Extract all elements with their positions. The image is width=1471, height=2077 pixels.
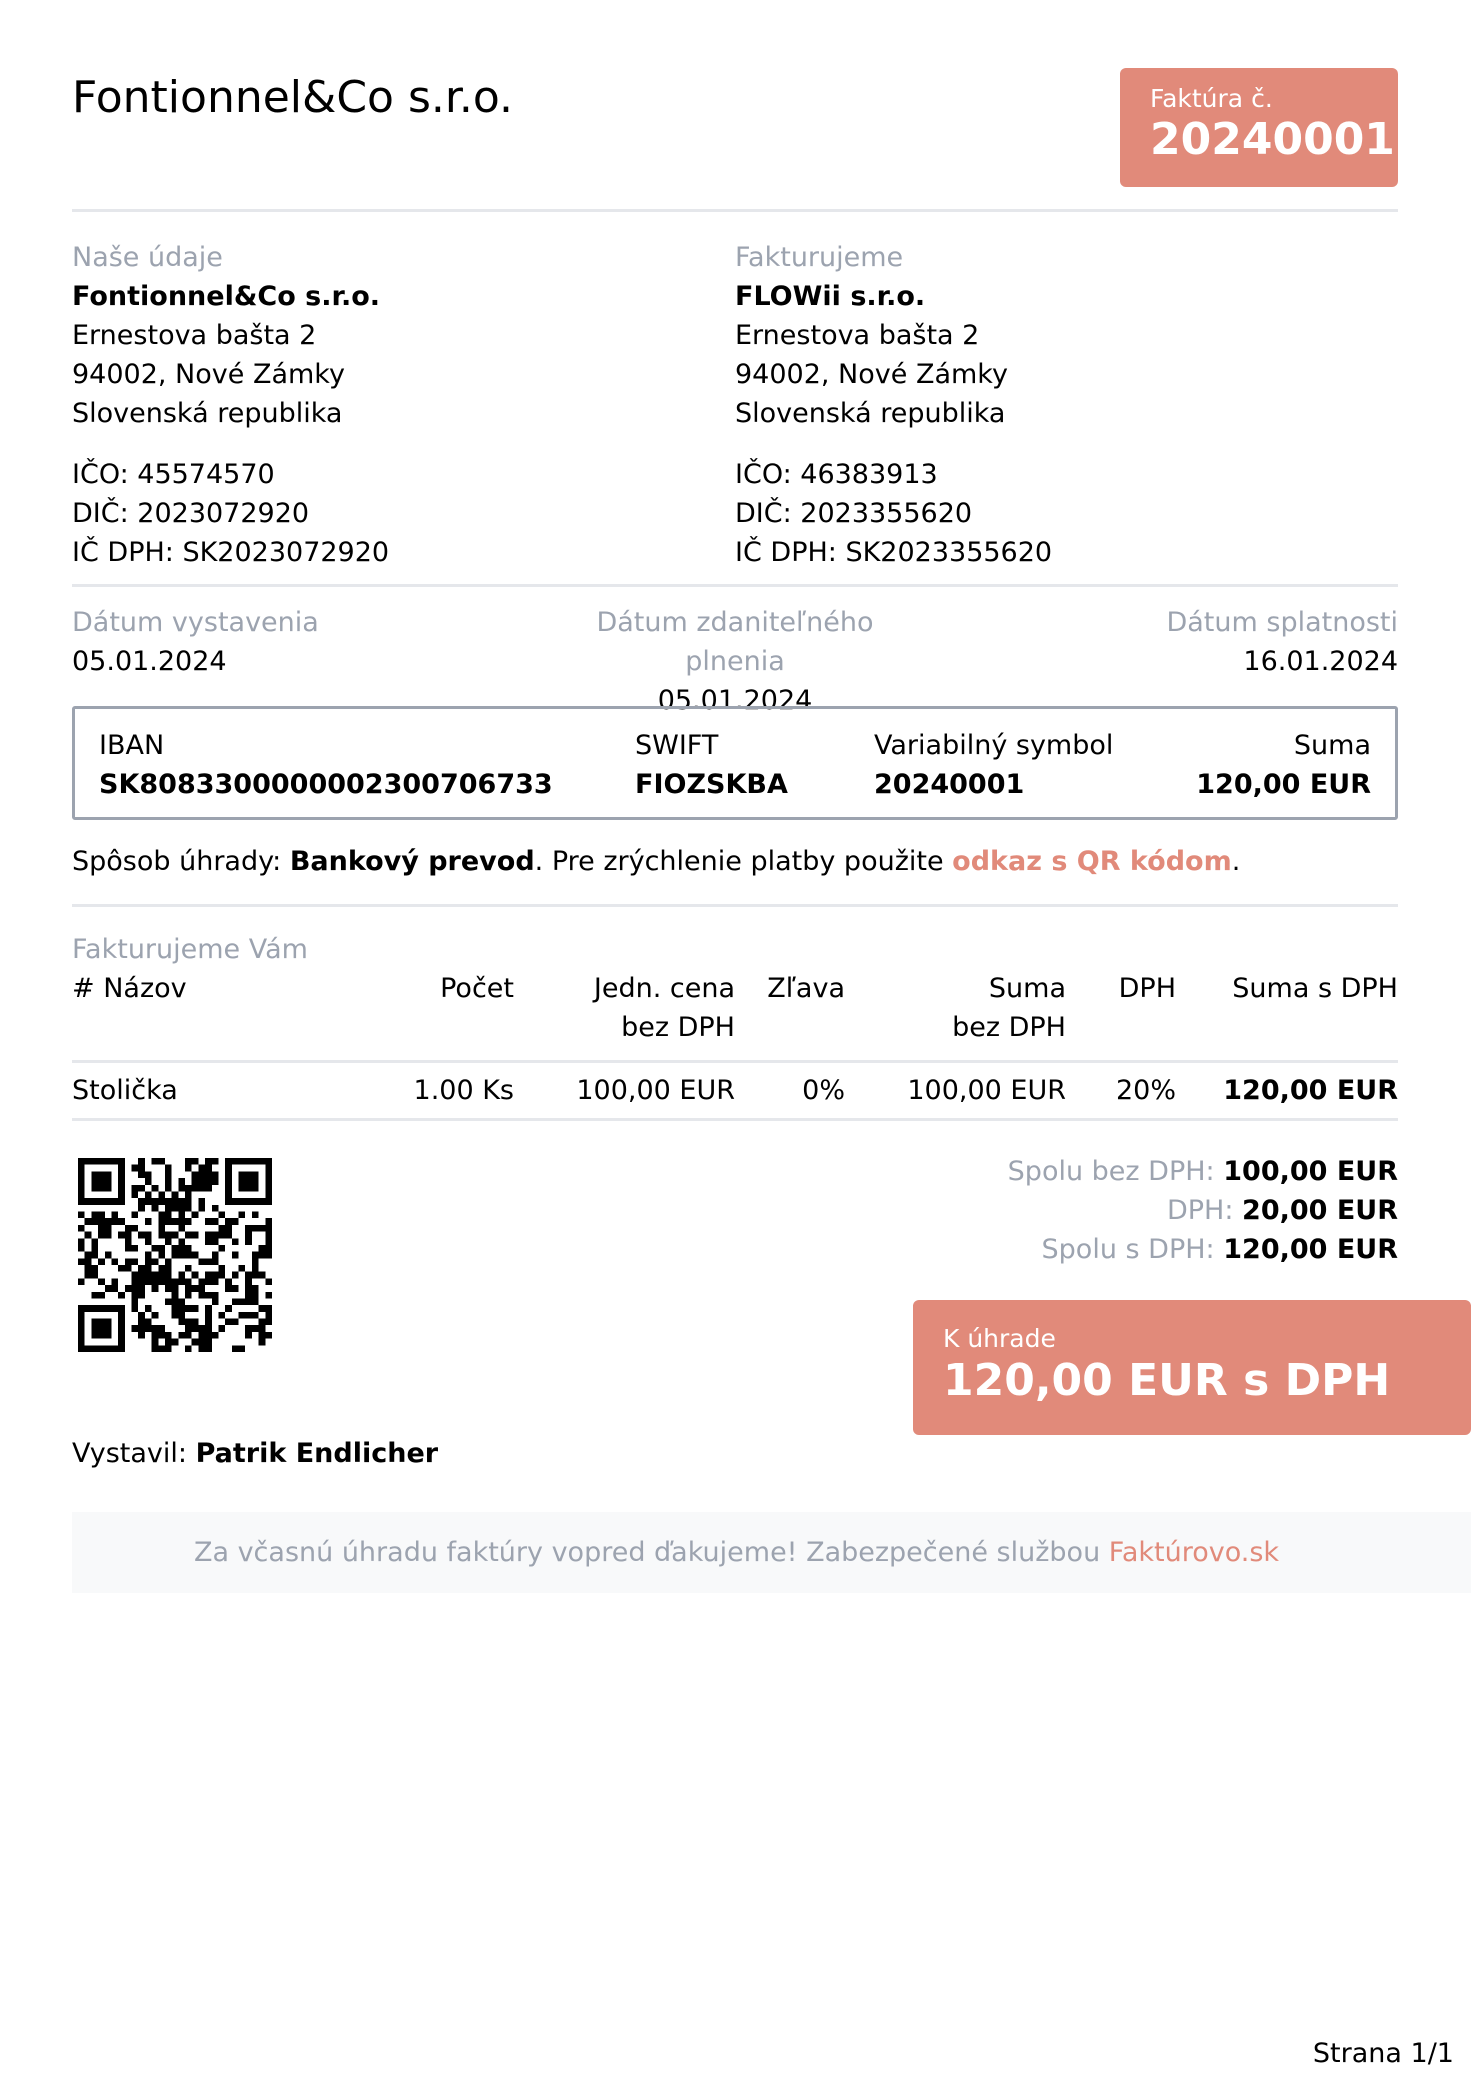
payment-method-prefix: Spôsob úhrady:	[72, 846, 290, 877]
totals	[1008, 1152, 1398, 1269]
item-sum-vat: 120,00 EUR	[1223, 1075, 1398, 1106]
invoice-number-badge	[1120, 68, 1398, 187]
item-qty: 1.00 Ks	[413, 1075, 514, 1106]
total-gross-value: 120,00 EUR	[1223, 1234, 1398, 1265]
item-sum: 100,00 EUR	[907, 1075, 1066, 1106]
payment-method-middle: . Pre zrýchlenie platby použite	[534, 846, 953, 877]
column-header-sum-line2: bez DPH	[952, 1012, 1066, 1043]
item-discount: 0%	[802, 1075, 845, 1106]
seller-details	[72, 238, 389, 572]
issue-date	[72, 603, 319, 681]
iban-label: IBAN	[99, 730, 165, 761]
seller-dic: DIČ: 2023072920	[72, 498, 310, 529]
column-header-sum-line1: Suma	[988, 973, 1066, 1004]
column-header-unit-price-line2: bez DPH	[621, 1012, 735, 1043]
buyer-details	[735, 238, 1052, 572]
issue-date-label: Dátum vystavenia	[72, 607, 319, 638]
invoice-number: 20240001	[1150, 114, 1395, 165]
divider	[72, 584, 1398, 587]
issued-by-name: Patrik Endlicher	[195, 1438, 439, 1469]
invoice-number-label: Faktúra č.	[1150, 84, 1273, 113]
column-header-unit-price-line1: Jedn. cena	[593, 973, 735, 1004]
qr-code-icon[interactable]	[78, 1158, 272, 1352]
column-header-discount: Zľava	[767, 973, 845, 1004]
iban-value: SK8083300000002300706733	[99, 769, 553, 800]
divider	[72, 1118, 1398, 1121]
seller-ico: IČO: 45574570	[72, 459, 275, 490]
column-header-qty: Počet	[440, 973, 514, 1004]
buyer-country: Slovenská republika	[735, 398, 1006, 429]
buyer-name: FLOWii s.r.o.	[735, 281, 926, 312]
item-name: Stolička	[72, 1075, 178, 1106]
column-header-unit-price	[594, 969, 735, 1047]
buyer-street: Ernestova bašta 2	[735, 320, 980, 351]
supply-date	[545, 603, 925, 720]
amount-due-box	[913, 1300, 1471, 1435]
payment-sum	[1196, 726, 1371, 804]
item-vat: 20%	[1115, 1075, 1176, 1106]
supply-date-label: Dátum zdaniteľného plnenia	[596, 607, 874, 677]
total-net-label: Spolu bez DPH:	[1007, 1156, 1215, 1187]
seller-city: 94002, Nové Zámky	[72, 359, 345, 390]
company-name: Fontionnel&Co s.r.o.	[72, 72, 514, 123]
seller-ic-dph: IČ DPH: SK2023072920	[72, 537, 390, 568]
due-date-label: Dátum splatnosti	[1166, 607, 1398, 638]
payment-method-value: Bankový prevod	[289, 846, 535, 877]
amount-due-value: 120,00 EUR s DPH	[943, 1355, 1391, 1406]
divider	[72, 904, 1398, 907]
footer-link[interactable]: Faktúrovo.sk	[1108, 1537, 1280, 1568]
supply-date-value: 05.01.2024	[657, 685, 813, 716]
total-net-row	[1008, 1152, 1398, 1191]
items-caption: Fakturujeme Vám	[72, 934, 308, 965]
due-date	[1068, 603, 1398, 681]
buyer-caption: Fakturujeme	[735, 242, 904, 273]
buyer-ico: IČO: 46383913	[735, 459, 938, 490]
payment-sum-value: 120,00 EUR	[1196, 769, 1371, 800]
footer	[72, 1512, 1471, 1593]
divider	[72, 209, 1398, 212]
total-gross-label: Spolu s DPH:	[1041, 1234, 1215, 1265]
footer-text: Za včasnú úhradu faktúry vopred ďakujeme! Zabezpečené službou	[193, 1537, 1109, 1568]
issued-by	[72, 1434, 438, 1473]
buyer-city: 94002, Nové Zámky	[735, 359, 1008, 390]
seller-country: Slovenská republika	[72, 398, 343, 429]
variable-symbol-label: Variabilný symbol	[874, 730, 1114, 761]
payment-method-suffix: .	[1231, 846, 1241, 877]
swift-label: SWIFT	[635, 730, 719, 761]
seller-caption: Naše údaje	[72, 242, 223, 273]
payment-sum-label: Suma	[1293, 730, 1371, 761]
page-number: Strana 1/1	[1312, 2038, 1454, 2069]
buyer-ic-dph: IČ DPH: SK2023355620	[735, 537, 1053, 568]
item-unit-price: 100,00 EUR	[576, 1075, 735, 1106]
due-date-value: 16.01.2024	[1243, 646, 1398, 677]
swift	[635, 726, 788, 804]
column-header-sum-vat: Suma s DPH	[1232, 973, 1398, 1004]
column-header-vat: DPH	[1118, 973, 1176, 1004]
total-net-value: 100,00 EUR	[1223, 1156, 1398, 1187]
divider	[72, 1060, 1398, 1063]
seller-street: Ernestova bašta 2	[72, 320, 317, 351]
total-vat-row	[1008, 1191, 1398, 1230]
column-header-name: # Názov	[72, 973, 187, 1004]
buyer-dic: DIČ: 2023355620	[735, 498, 973, 529]
variable-symbol	[874, 726, 1113, 804]
total-vat-label: DPH:	[1166, 1195, 1234, 1226]
payment-details-box	[72, 706, 1398, 820]
total-vat-value: 20,00 EUR	[1242, 1195, 1398, 1226]
qr-payment-link[interactable]: odkaz s QR kódom	[952, 846, 1232, 877]
payment-method	[72, 842, 1240, 881]
seller-name: Fontionnel&Co s.r.o.	[72, 281, 381, 312]
column-header-sum	[952, 969, 1066, 1047]
amount-due-label: K úhrade	[943, 1324, 1056, 1353]
total-gross-row	[1008, 1230, 1398, 1269]
variable-symbol-value: 20240001	[874, 769, 1025, 800]
issue-date-value: 05.01.2024	[72, 646, 227, 677]
issued-by-label: Vystavil:	[72, 1438, 196, 1469]
iban	[99, 726, 553, 804]
swift-value: FIOZSKBA	[635, 769, 788, 800]
